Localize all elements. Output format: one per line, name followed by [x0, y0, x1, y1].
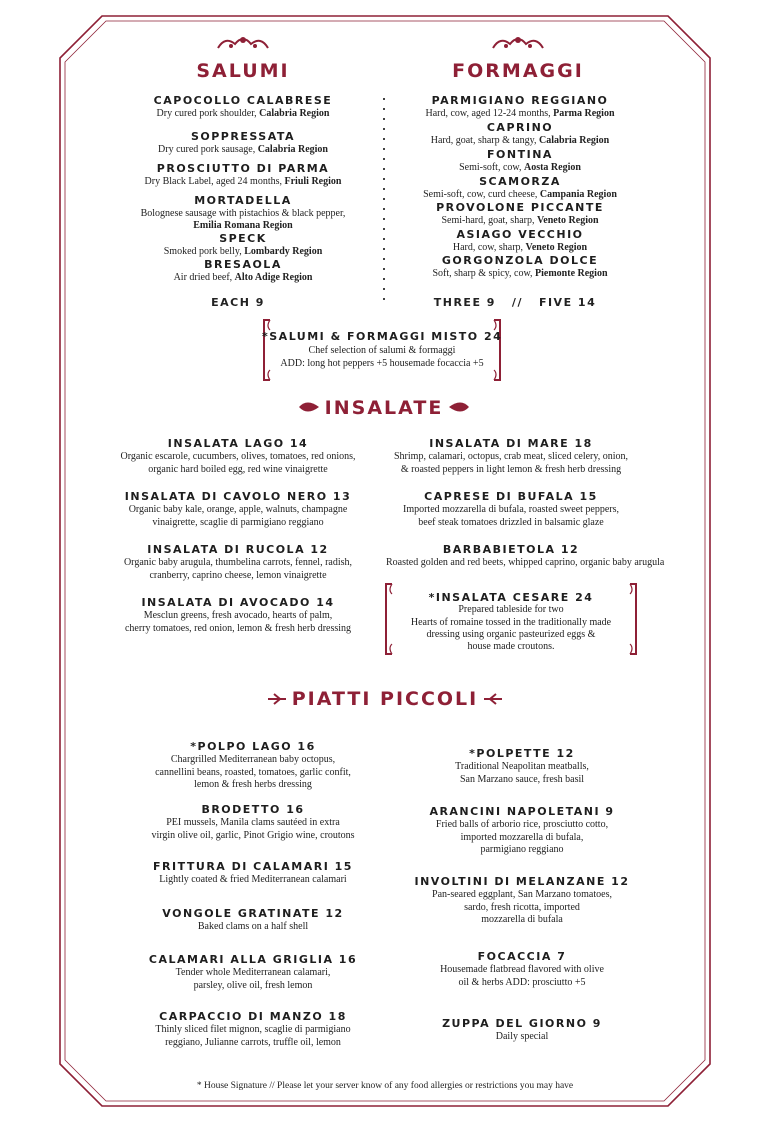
menu-item-desc: Hard, cow, aged 12-24 months, [425, 108, 554, 119]
menu-item-desc: cranberry, caprino cheese, lemon vinaigrette [149, 570, 327, 581]
menu-item-desc: Chargrilled Mediterranean baby octopus, [170, 754, 336, 765]
formaggi-title: FORMAGGI [452, 60, 584, 82]
menu-item-desc: reggiano, Julianne carrots, truffle oil, lemon [165, 1036, 341, 1048]
menu-item-name: MORTADELLA [194, 194, 292, 207]
menu-item-name: INSALATA DI AVOCADO 14 [141, 596, 335, 609]
menu-item-desc: sardo, fresh ricotta, imported [464, 901, 580, 913]
arrow-right-icon [482, 692, 502, 709]
menu-item-name: PROVOLONE PICCANTE [436, 201, 604, 214]
menu-item-region: Calabria Region [538, 135, 610, 146]
leaf-left-icon [297, 401, 321, 418]
menu-item-desc: Air dried beef, [173, 272, 235, 283]
menu-item-desc: Roasted golden and red beets, whipped caprino, organic baby arugula [386, 557, 665, 568]
menu-item-name: CAPOCOLLO CALABRESE [153, 94, 333, 107]
menu-item-desc: Lightly coated & fried Mediterranean calamari [159, 874, 347, 885]
menu-item-name: CAPRINO [486, 121, 554, 134]
menu-item-desc-row [128, 108, 358, 121]
menu-item-desc: Housemade flatbread flavored with olive [440, 964, 604, 975]
menu-item-name: ASIAGO VECCHIO [456, 228, 584, 241]
menu-item-desc: Semi-soft, cow, [459, 162, 524, 173]
formaggi-price: THREE 9 // FIVE 14 [433, 296, 597, 309]
menu-item-desc: Baked clams on a half shell [197, 921, 309, 932]
cesare-line2: Hearts of romaine tossed in the traditionally made [410, 617, 612, 628]
misto-line1: Chef selection of salumi & formaggi [308, 345, 456, 356]
menu-item-desc: Tender whole Mediterranean calamari, [175, 967, 331, 978]
menu-item-desc: Dry cured pork sausage, [158, 144, 258, 155]
menu-item-desc-row [400, 162, 640, 175]
menu-item-name: CALAMARI ALLA GRIGLIA 16 [148, 953, 358, 966]
menu-item-name: FRITTURA DI CALAMARI 15 [153, 860, 353, 873]
insalate-heading [284, 397, 484, 419]
menu-item-name: BRESAOLA [204, 258, 282, 271]
menu-item-desc: Dry cured pork shoulder, [156, 108, 260, 119]
menu-item-desc: Semi-soft, cow, curd cheese, [423, 189, 540, 200]
menu-item-desc: Traditional Neapolitan meatballs, [455, 761, 589, 772]
menu-item-desc: lemon & fresh herbs dressing [194, 779, 312, 790]
menu-item-name: INSALATA DI CAVOLO NERO 13 [124, 490, 352, 503]
menu-item-region: Calabria Region [259, 108, 330, 119]
menu-item-desc: Semi-hard, goat, sharp, [441, 215, 537, 226]
cesare-name: *INSALATA CESARE 24 [428, 591, 594, 604]
misto-name: *SALUMI & FORMAGGI MISTO 24 [262, 330, 503, 343]
menu-item-desc-row [128, 246, 358, 259]
menu-item-name: SCAMORZA [479, 175, 561, 188]
menu-item-name: SPECK [219, 232, 267, 245]
menu-item-region: Campania Region [539, 189, 617, 200]
menu-item-name: INSALATA DI MARE 18 [429, 437, 593, 450]
menu-item-region: Alto Adige Region [234, 272, 313, 283]
menu-item-desc: mozzarella di bufala [481, 914, 563, 925]
menu-item-desc: vinaigrette, scaglie di parmigiano reggiano [152, 517, 324, 528]
menu-item-desc: Dry Black Label, aged 24 months, [144, 176, 285, 187]
menu-item-desc-row [400, 135, 640, 148]
salumi-ornament-icon [163, 34, 323, 57]
menu-item-name: CARPACCIO DI MANZO 18 [159, 1010, 347, 1023]
menu-item-desc-row [400, 268, 640, 281]
misto-line2: ADD: long hot peppers +5 housemade focaccia +5 [280, 358, 484, 369]
menu-item-desc: & roasted peppers in light lemon & fresh herb dressing [400, 464, 622, 475]
menu-item-desc-row [400, 108, 640, 121]
menu-item-region: Piemonte Region [535, 268, 608, 279]
menu-item-name: *POLPETTE 12 [469, 747, 575, 760]
menu-item-desc: virgin olive oil, garlic, Pinot Grigio wine, croutons [151, 829, 355, 841]
menu-item-name: GORGONZOLA DOLCE [441, 254, 599, 267]
formaggi-ornament-icon [438, 34, 598, 57]
salumi-price: EACH 9 [211, 296, 265, 309]
menu-item-desc-row [400, 242, 640, 255]
menu-item-desc: Soft, sharp & spicy, cow, [432, 268, 536, 279]
menu-item-desc: parsley, olive oil, fresh lemon [193, 979, 313, 991]
column-divider [383, 94, 385, 304]
leaf-right-icon [447, 401, 471, 418]
menu-item-name: FONTINA [487, 148, 553, 161]
cesare-line4: house made croutons. [467, 641, 555, 652]
cesare-line3: dressing using organic pasteurized eggs & [426, 629, 596, 640]
arrow-left-icon [268, 692, 288, 709]
menu-item-region: Veneto Region [525, 242, 588, 253]
menu-item-name: PARMIGIANO REGGIANO [431, 94, 609, 107]
salumi-title: SALUMI [196, 60, 290, 82]
menu-item-name: INSALATA DI RUCOLA 12 [147, 543, 329, 556]
piatti-heading [240, 688, 530, 710]
menu-item-desc-row [128, 144, 358, 157]
menu-item-region: Lombardy Region [244, 246, 323, 257]
menu-item-name: VONGOLE GRATINATE 12 [162, 907, 344, 920]
menu-item-desc: San Marzano sauce, fresh basil [459, 773, 585, 785]
menu-item-desc: organic hard boiled egg, red wine vinaigrette [148, 464, 328, 475]
menu-item-desc-row [128, 272, 358, 285]
menu-item-desc: Bolognese sausage with pistachios & black pepper, [140, 208, 346, 219]
menu-item-name: INSALATA LAGO 14 [167, 437, 309, 450]
menu-item-desc: cherry tomatoes, red onion, lemon & fresh herb dressing [124, 623, 352, 634]
menu-item-desc: imported mozzarella di bufala, [460, 831, 584, 843]
menu-item-desc: Mesclun greens, fresh avocado, hearts of palm, [143, 610, 333, 621]
menu-item-desc-row [400, 189, 640, 202]
menu-item-desc: Imported mozzarella di bufala, roasted sweet peppers, [402, 504, 620, 515]
menu-item-name: PROSCIUTTO DI PARMA [156, 162, 330, 175]
menu-item-name: ZUPPA DEL GIORNO 9 [442, 1017, 602, 1030]
menu-item-desc: Organic escarole, cucumbers, olives, tomatoes, red onions, [120, 451, 356, 462]
menu-item-region: Calabria Region [257, 144, 328, 155]
menu-item-desc-row [400, 215, 640, 228]
menu-item-name: SOPPRESSATA [190, 130, 296, 143]
menu-item-name: ARANCINI NAPOLETANI 9 [429, 805, 615, 818]
menu-item-region: Veneto Region [536, 215, 599, 226]
insalate-title: INSALATE [324, 397, 444, 419]
menu-item-name: INVOLTINI DI MELANZANE 12 [414, 875, 630, 888]
menu-item-desc: Shrimp, calamari, octopus, crab meat, sliced celery, onion, [394, 451, 628, 462]
menu-item-region: Emilia Romana Region [193, 220, 293, 231]
menu-item-name: FOCACCIA 7 [477, 950, 567, 963]
menu-item-desc: parmigiano reggiano [480, 844, 564, 855]
menu-item-name: BRODETTO 16 [201, 803, 305, 816]
piatti-title: PIATTI PICCOLI [291, 688, 479, 710]
menu-item-desc: Smoked pork belly, [163, 246, 245, 257]
menu-item-region: Friuli Region [284, 176, 342, 187]
menu-item-desc: PEI mussels, Manila clams sautéed in extra [166, 817, 340, 828]
menu-item-desc: Daily special [495, 1031, 549, 1042]
menu-item-region: Aosta Region [523, 162, 581, 173]
menu-item-desc-row [128, 176, 358, 189]
menu-item-region: Parma Region [553, 108, 615, 119]
menu-item-name: CAPRESE DI BUFALA 15 [424, 490, 598, 503]
menu-item-desc: Fried balls of arborio rice, prosciutto cotto, [435, 819, 609, 830]
menu-item-desc: Hard, cow, sharp, [452, 242, 526, 253]
menu-item-desc: cannellini beans, roasted, tomatoes, garlic confit, [155, 766, 351, 778]
menu-item-name: *POLPO LAGO 16 [190, 740, 316, 753]
menu-item-desc: Pan-seared eggplant, San Marzano tomatoes, [432, 889, 612, 900]
menu-item-desc: Hard, goat, sharp & tangy, [430, 135, 539, 146]
menu-item-desc: beef steak tomatoes drizzled in balsamic glaze [418, 517, 604, 528]
cesare-line1: Prepared tableside for two [458, 604, 564, 615]
menu-item-name: BARBABIETOLA 12 [442, 543, 580, 556]
footer-note: * House Signature // Please let your server know of any food allergies or restrictions you may have [196, 1081, 574, 1091]
menu-item-desc: oil & herbs ADD: prosciutto +5 [458, 976, 586, 988]
menu-item-desc: Organic baby kale, orange, apple, walnuts, champagne [128, 504, 348, 515]
menu-item-desc: Thinly sliced filet mignon, scaglie di parmigiano [155, 1024, 351, 1035]
menu-item-desc: Organic baby arugula, thumbelina carrots, fennel, radish, [123, 557, 353, 568]
